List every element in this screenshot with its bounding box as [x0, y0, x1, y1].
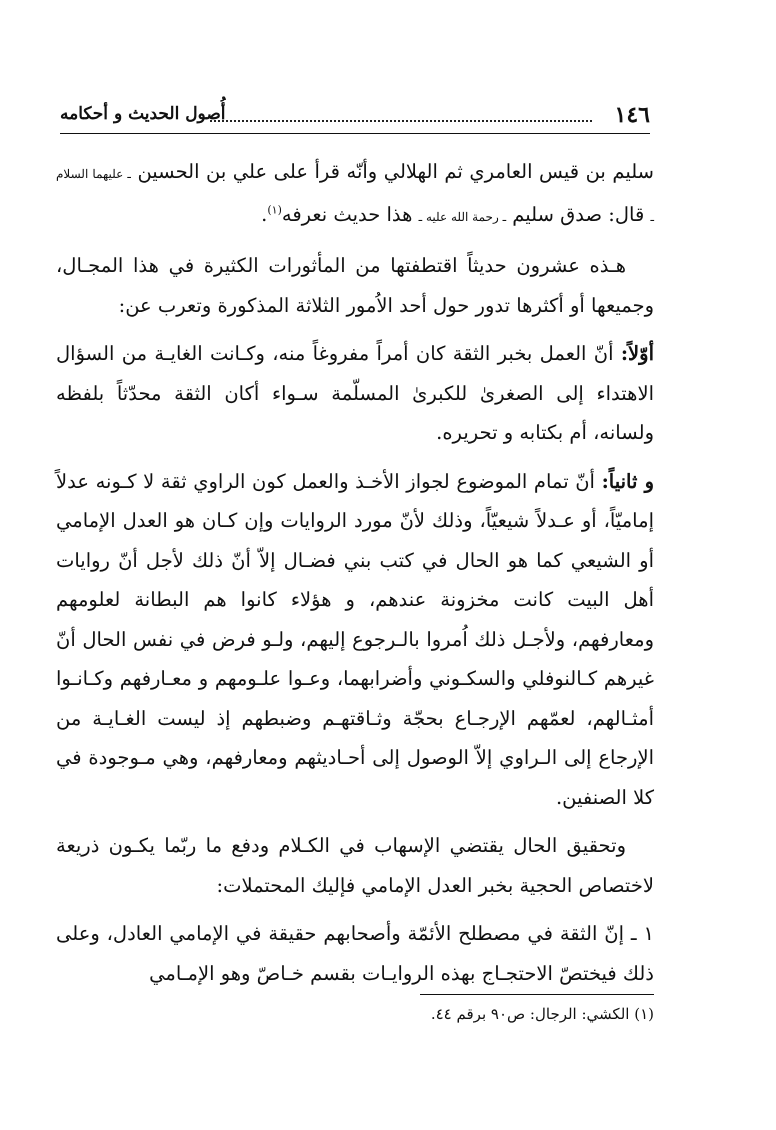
- paragraph-3-text: أنّ العمل بخبر الثقة كان أمراً مفروغاً منه، وكـانت الغايـة من السؤال الاهتداء إلى الصغرىٰ للكبرىٰ المسلّمة سـواء أكان الثقة محدّثاً بلفظه ولسانه، أم بكتابه و تحريره.: [56, 342, 654, 444]
- header-dotted-leader: [210, 120, 592, 122]
- honorific-rahmatullah: ـ رحمة الله عليه ـ: [418, 209, 507, 224]
- paragraph-1-text-a: سليم بن قيس العامري ثم الهلالي وأنّه قرأ على علي بن الحسين: [130, 160, 654, 183]
- footnote: (١) الكشي: الرجال: ص٩٠ برقم ٤٤.: [430, 1005, 654, 1023]
- paragraph-1-text-c: قال: صدق سليم: [506, 202, 651, 226]
- paragraph-5: وتحقيق الحال يقتضي الإسهاب في الكـلام ودفع ما ربّما يكـون ذريعة لاختصاص الحجية بخبر العدل الإمامي فإليك المحتملات:: [56, 834, 654, 897]
- header-rule: [60, 133, 650, 134]
- running-title: أُصول الحديث و أحكامه: [60, 104, 226, 124]
- page-header: [60, 100, 650, 130]
- honorific-alayhima: ـ عليهما السلام ـ: [56, 167, 654, 224]
- paragraph-3: [56, 334, 654, 453]
- paragraph-4-text: أنّ تمام الموضوع لجواز الأخـذ والعمل كون الراوي ثقة لا كـونه عدلاً إماميّاً، أو عـدلاً شيعيّاً، وذلك لأنّ مورد الروايات وإن كـان هو العدل الإمامي أو الشيعي كما هو الحال في كتب بني فضـال إلاّ أنّ ذلك لأجل أنّ روايات أهل البيت كانت مخزونة عندهم، و هؤلاء كانوا هم البطانة لعلومهم ومعارفهم، ولأجـل ذلك اُمروا بالـرجوع إليهم، ولـو فرض في نفس الحال أنّ غيرهم كـالنوفلي والسكـوني وأضرابهما، وعـوا علـومهم و معـارفهم وكـانـوا أمثـالهم، لعمّهم الإرجـاع بحجّة وثـاقتهـم وضبطهم إذ ليست الغـايـة من الإرجاع إلى الـراوي إلاّ الوصول إلى أحـاديثهم ومعارفهم، وهي مـوجودة في كلا الصنفين.: [56, 469, 654, 809]
- page-body: [56, 152, 654, 1002]
- paragraph-6: ١ ـ إنّ الثقة في مصطلح الأئمّة وأصحابهم حقيقة في الإمامي العادل، وعلى ذلك فيختصّ الاحتجـاج بهذه الروايـات بقسم خـاصّ وهو الإمـامي: [56, 922, 654, 985]
- paragraph-4: [56, 462, 654, 818]
- paragraph-1-text-e: هذا حديث نعرفه: [281, 202, 419, 226]
- paragraph-1: [56, 152, 654, 237]
- page-number: ١٤٦: [614, 102, 650, 128]
- paragraph-3-lead: أوّلاً:: [620, 342, 654, 365]
- paragraph-4-lead: و ثانياً:: [601, 469, 654, 493]
- paragraph-1-text-f: .: [261, 202, 268, 226]
- footnote-reference[interactable]: (١): [267, 203, 282, 216]
- paragraph-2: هـذه عشرون حديثاً اقتطفتها من المأثورات الكثيرة في هذا المجـال، وجميعها أو أكثرها تدور حول أحد الاُمور الثلاثة المذكورة وتعرب عن:: [56, 254, 654, 317]
- footnote-rule: [420, 994, 654, 995]
